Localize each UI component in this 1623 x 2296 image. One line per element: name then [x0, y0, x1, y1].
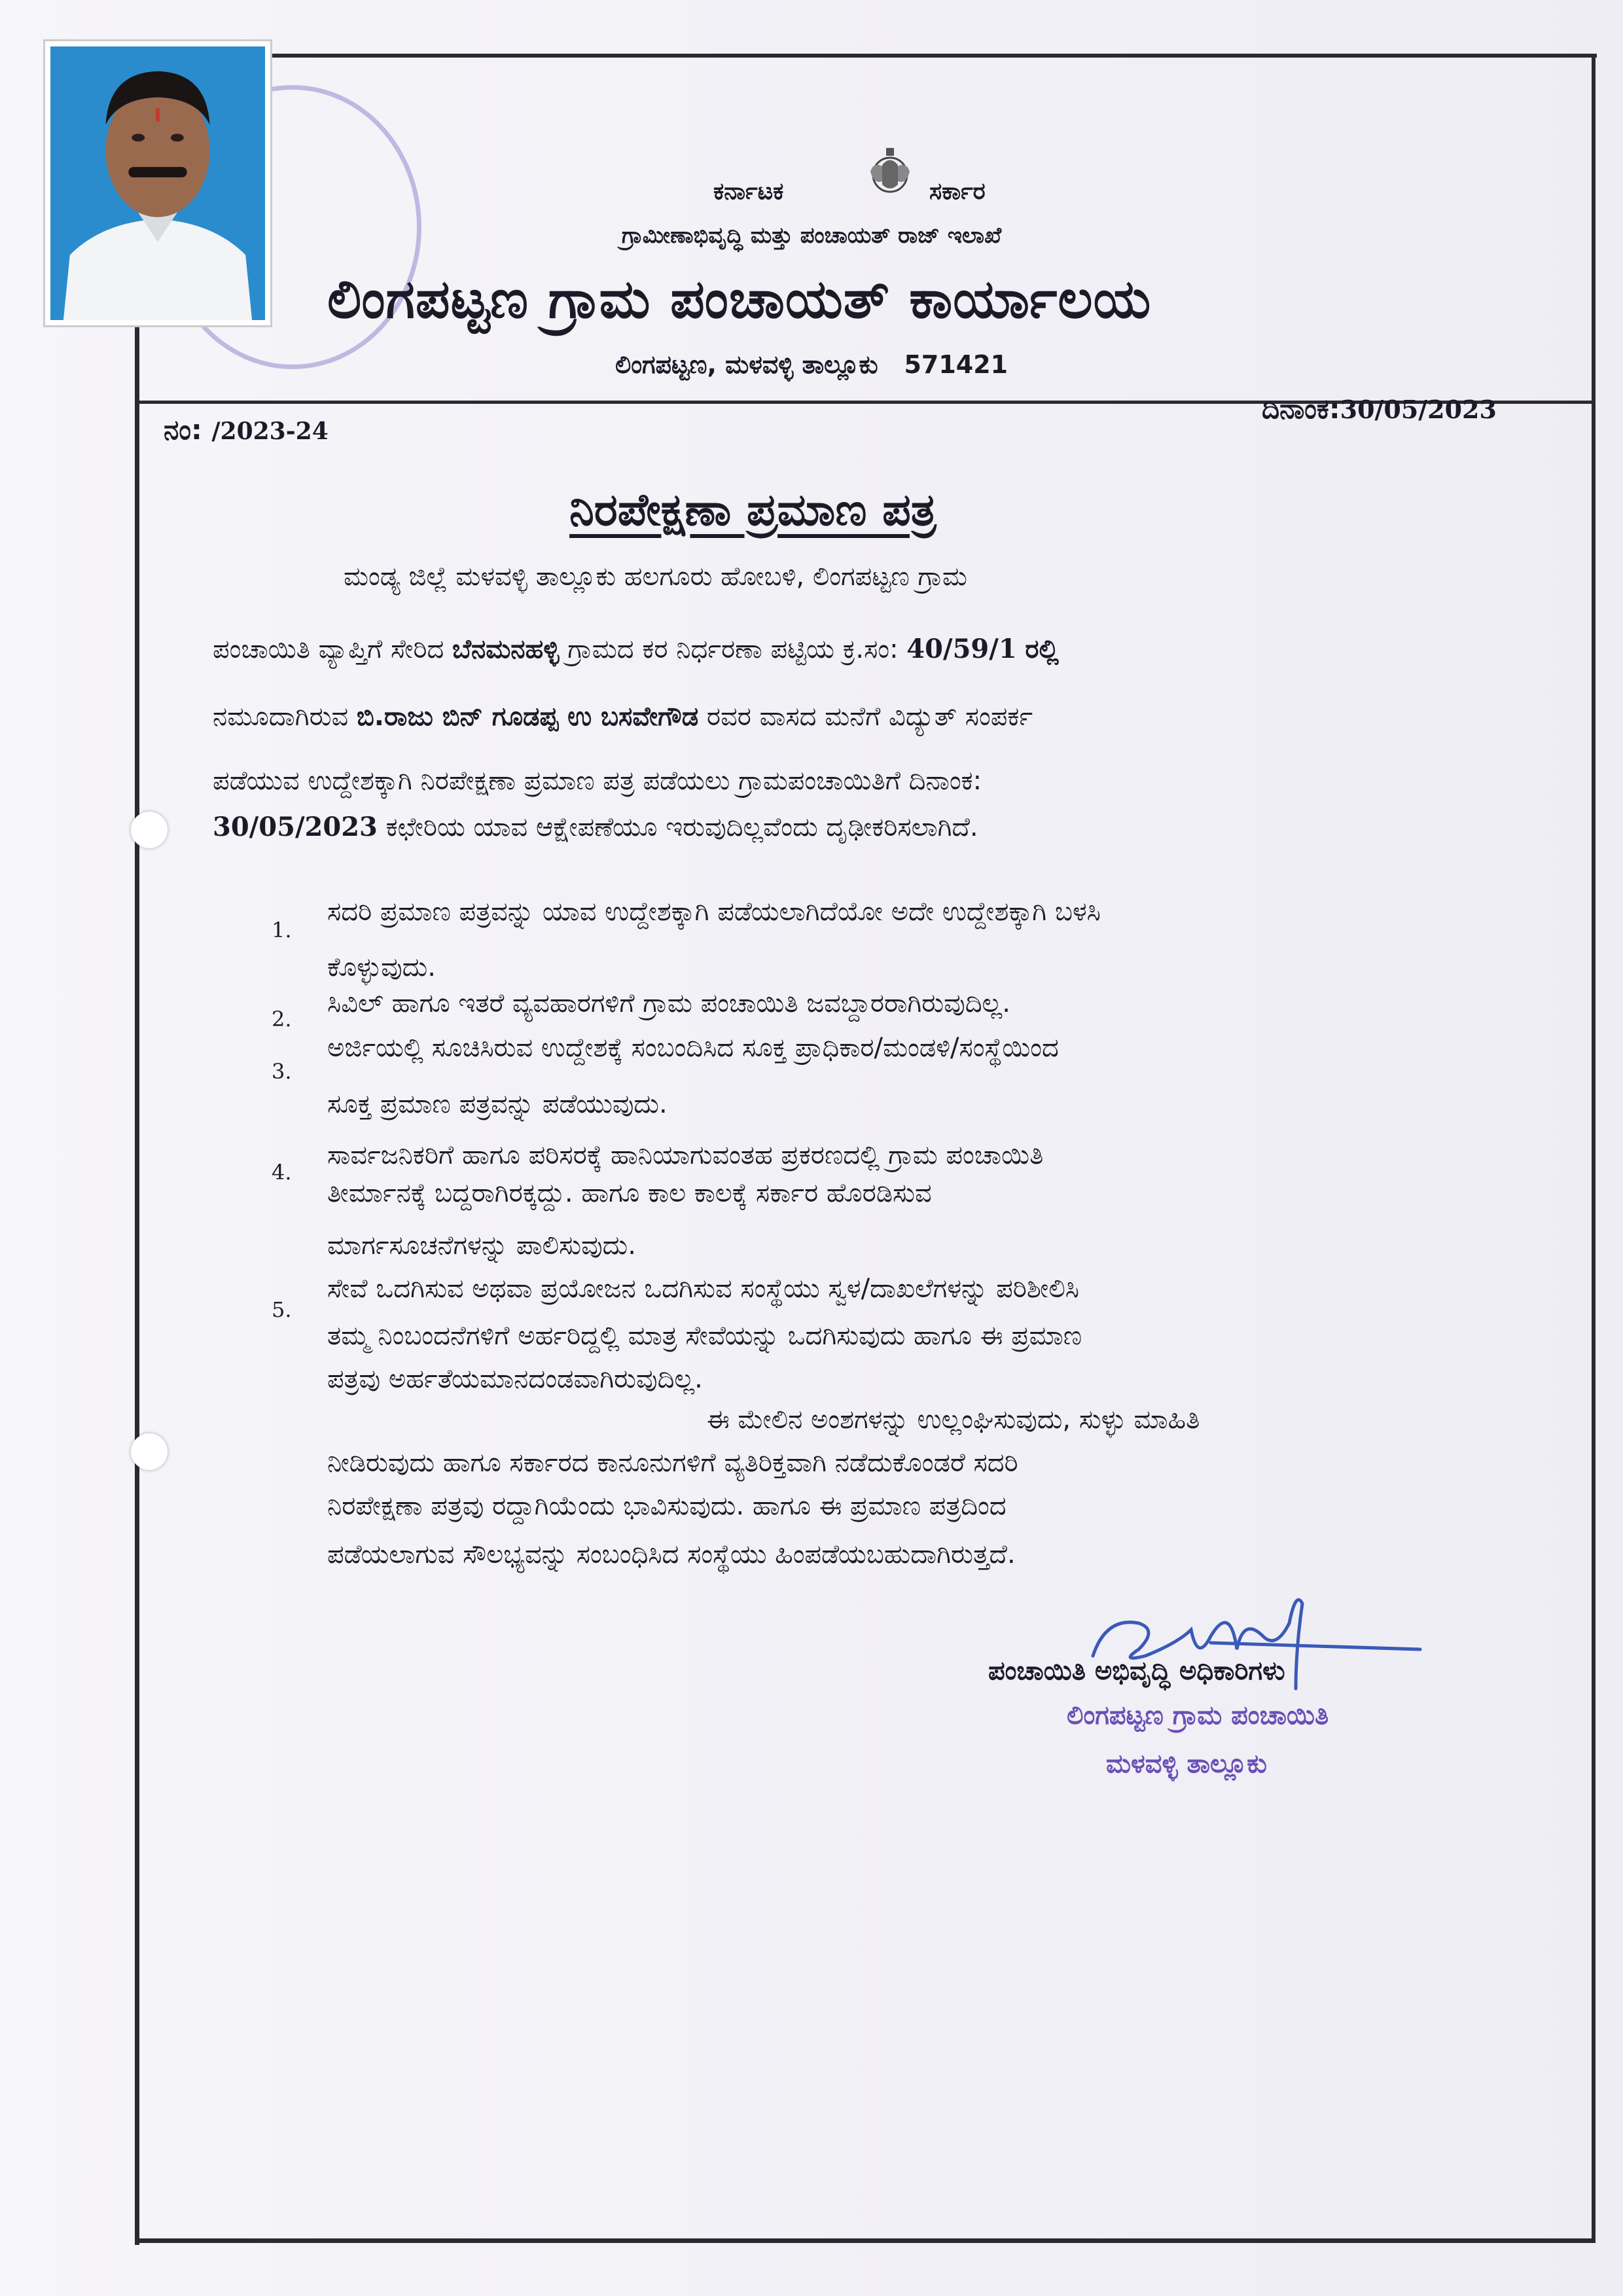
state-name: ಕರ್ನಾಟಕ	[713, 178, 784, 205]
body-line-5: 30/05/2023 ಕಛೇರಿಯ ಯಾವ ಆಕ್ಷೇಪಣೆಯೂ ಇರುವುದಿಲ್ಲವೆಂದು ದೃಢೀಕರಿಸಲಾಗಿದೆ.	[213, 812, 978, 842]
village-name: ಬೆನಮನಹಳ್ಳಿ	[452, 634, 560, 664]
closing-line-2: ನೀಡಿರುವುದು ಹಾಗೂ ಸರ್ಕಾರದ ಕಾನೂನುಗಳಿಗೆ ವ್ಯತಿರಿಕ್ತವಾಗಿ ನಡೆದುಕೊಂಡರೆ ಸದರಿ	[327, 1448, 1018, 1478]
body-line-2: ಪಂಚಾಯಿತಿ ವ್ಯಾಪ್ತಿಗೆ ಸೇರಿದ ಬೆನಮನಹಳ್ಳಿ ಗ್ರಾಮದ ಕರ ನಿರ್ಧರಣಾ ಪಟ್ಟಿಯ ಕ್ರ.ಸಂ: 40/59/1 ರಲ್ಲಿ	[213, 634, 1059, 664]
condition-1-line-1: ಸದರಿ ಪ್ರಮಾಣ ಪತ್ರವನ್ನು ಯಾವ ಉದ್ದೇಶಕ್ಕಾಗಿ ಪಡೆಯಲಾಗಿದೆಯೋ ಅದೇ ಉದ್ದೇಶಕ್ಕಾಗಿ ಬಳಸಿ	[327, 897, 1101, 927]
pincode: 571421	[904, 350, 1008, 379]
frame-top	[131, 54, 1597, 58]
condition-number: 5.	[272, 1297, 292, 1322]
owner-name: ಬಿ.ರಾಜು ಬಿನ್ ಗೂಡಪ್ಪ ಉ ಬಸವೇಗೌಡ	[356, 702, 699, 732]
condition-3-line-2: ಸೂಕ್ತ ಪ್ರಮಾಣ ಪತ್ರವನ್ನು ಪಡೆಯುವುದು.	[327, 1089, 668, 1119]
condition-2-line-1: ಸಿವಿಲ್ ಹಾಗೂ ಇತರೆ ವ್ಯವಹಾರಗಳಿಗೆ ಗ್ರಾಮ ಪಂಚಾಯಿತಿ ಜವಬ್ದಾರರಾಗಿರುವುದಿಲ್ಲ.	[327, 988, 1010, 1018]
condition-4-line-1: ಸಾರ್ವಜನಿಕರಿಗೆ ಹಾಗೂ ಪರಿಸರಕ್ಕೆ ಹಾನಿಯಾಗುವಂತಹ ಪ್ರಕರಣದಲ್ಲಿ ಗ್ರಾಮ ಪಂಚಾಯಿತಿ	[327, 1140, 1044, 1170]
serial-number: 40/59/1	[906, 634, 1017, 664]
date-label: ದಿನಾಂಕ:	[1262, 393, 1340, 425]
department-name: ಗ್ರಾಮೀಣಾಭಿವೃದ್ಧಿ ಮತ್ತು ಪಂಚಾಯತ್ ರಾಜ್ ಇಲಾಖೆ	[621, 223, 1002, 249]
closing-line-4: ಪಡೆಯಲಾಗುವ ಸೌಲಭ್ಯವನ್ನು ಸಂಬಂಧಿಸಿದ ಸಂಸ್ಥೆಯು ಹಿಂಪಡೆಯಬಹುದಾಗಿರುತ್ತದೆ.	[327, 1539, 1016, 1570]
reference-number	[164, 414, 329, 446]
government-word: ಸರ್ಕಾರ	[929, 178, 986, 205]
state-emblem-icon	[864, 145, 916, 204]
signatory-designation: ಪಂಚಾಯಿತಿ ಅಭಿವೃದ್ಧಿ ಅಧಿಕಾರಿಗಳು	[988, 1656, 1285, 1686]
punch-hole	[131, 812, 168, 848]
body-line-1: ಮಂಡ್ಯ ಜಿಲ್ಲೆ ಮಳವಳ್ಳಿ ತಾಲ್ಲೂಕು ಹಲಗೂರು ಹೋಬಳಿ, ಲಿಂಗಪಟ್ಟಣ ಗ್ರಾಮ	[344, 562, 967, 592]
condition-number: 1.	[272, 918, 292, 942]
condition-5-line-2: ತಮ್ಮ ನಿಂಬಂದನೆಗಳಿಗೆ ಅರ್ಹರಿದ್ದಲ್ಲಿ ಮಾತ್ರ ಸೇವೆಯನ್ನು ಒದಗಿಸುವುದು ಹಾಗೂ ಈ ಪ್ರಮಾಣ	[327, 1321, 1082, 1351]
application-date: 30/05/2023	[213, 812, 378, 842]
closing-line-1: ಈ ಮೇಲಿನ ಅಂಶಗಳನ್ನು ಉಲ್ಲಂಘಿಸುವುದು, ಸುಳ್ಳು ಮಾಹಿತಿ	[707, 1405, 1200, 1435]
office-address	[615, 350, 1008, 380]
condition-number: 2.	[272, 1007, 292, 1031]
seal-line-2: ಮಳವಳ್ಳಿ ತಾಲ್ಲೂಕು	[1106, 1749, 1267, 1779]
frame-left	[135, 321, 139, 2245]
condition-3-line-1: ಅರ್ಜಿಯಲ್ಲಿ ಸೂಚಿಸಿರುವ ಉದ್ದೇಶಕ್ಕೆ ಸಂಬಂದಿಸಿದ ಸೂಕ್ತ ಪ್ರಾಧಿಕಾರ/ಮಂಡಳಿ/ಸಂಸ್ಥೆಯಿಂದ	[327, 1033, 1059, 1063]
reference-label: ನಂ:	[164, 414, 202, 446]
issue-date	[1262, 393, 1497, 425]
frame-right	[1592, 54, 1596, 2243]
reference-value: /2023-24	[211, 418, 329, 445]
certificate-title: ನಿರಪೇಕ್ಷಣಾ ಪ್ರಮಾಣ ಪತ್ರ	[569, 484, 936, 536]
body-line-4: ಪಡೆಯುವ ಉದ್ದೇಶಕ್ಕಾಗಿ ನಿರಪೇಕ್ಷಣಾ ಪ್ರಮಾಣ ಪತ್ರ ಪಡೆಯಲು ಗ್ರಾಮಪಂಚಾಯಿತಿಗೆ ದಿನಾಂಕ:	[213, 766, 982, 796]
seal-line-1: ಲಿಂಗಪಟ್ಟಣ ಗ್ರಾಮ ಪಂಚಾಯಿತಿ	[1067, 1700, 1329, 1731]
closing-line-3: ನಿರಪೇಕ್ಷಣಾ ಪತ್ರವು ರದ್ದಾಗಿಯೆಂದು ಭಾವಿಸುವುದು. ಹಾಗೂ ಈ ಪ್ರಮಾಣ ಪತ್ರದಿಂದ	[327, 1491, 1007, 1521]
condition-5-line-3: ಪತ್ರವು ಅರ್ಹತೆಯಮಾನದಂಡವಾಗಿರುವುದಿಲ್ಲ.	[327, 1364, 703, 1394]
date-value: 30/05/2023	[1340, 395, 1497, 424]
office-title: ಲಿಂಗಪಟ್ಟಣ ಗ್ರಾಮ ಪಂಚಾಯತ್ ಕಾರ್ಯಾಲಯ	[327, 268, 1152, 331]
condition-1-line-2: ಕೊಳ್ಳುವುದು.	[327, 952, 436, 982]
punch-hole	[131, 1433, 168, 1470]
address-text: ಲಿಂಗಪಟ್ಟಣ, ಮಳವಳ್ಳಿ ತಾಲ್ಲೂಕು	[615, 350, 878, 379]
condition-5-line-1: ಸೇವೆ ಒದಗಿಸುವ ಅಥವಾ ಪ್ರಯೋಜನ ಒದಗಿಸುವ ಸಂಸ್ಥೆಯು ಸ್ವಳ/ದಾಖಲೆಗಳನ್ನು ಪರಿಶೀಲಿಸಿ	[327, 1274, 1080, 1304]
body-line-3: ನಮೂದಾಗಿರುವ ಬಿ.ರಾಜು ಬಿನ್ ಗೂಡಪ್ಪ ಉ ಬಸವೇಗೌಡ ರವರ ವಾಸದ ಮನೆಗೆ ವಿದ್ಯುತ್ ಸಂಪರ್ಕ	[213, 702, 1033, 732]
applicant-portrait-icon	[50, 46, 265, 320]
condition-4-line-3: ಮಾರ್ಗಸೂಚನೆಗಳನ್ನು ಪಾಲಿಸುವುದು.	[327, 1230, 636, 1261]
condition-number: 3.	[272, 1059, 292, 1084]
condition-4-line-2: ತೀರ್ಮಾನಕ್ಕೆ ಬದ್ದರಾಗಿರಕ್ಕದ್ದು. ಹಾಗೂ ಕಾಲ ಕಾಲಕ್ಕೆ ಸರ್ಕಾರ ಹೊರಡಿಸುವ	[327, 1178, 932, 1208]
condition-number: 4.	[272, 1160, 292, 1185]
applicant-photo	[43, 39, 272, 327]
frame-bottom	[135, 2238, 1596, 2243]
